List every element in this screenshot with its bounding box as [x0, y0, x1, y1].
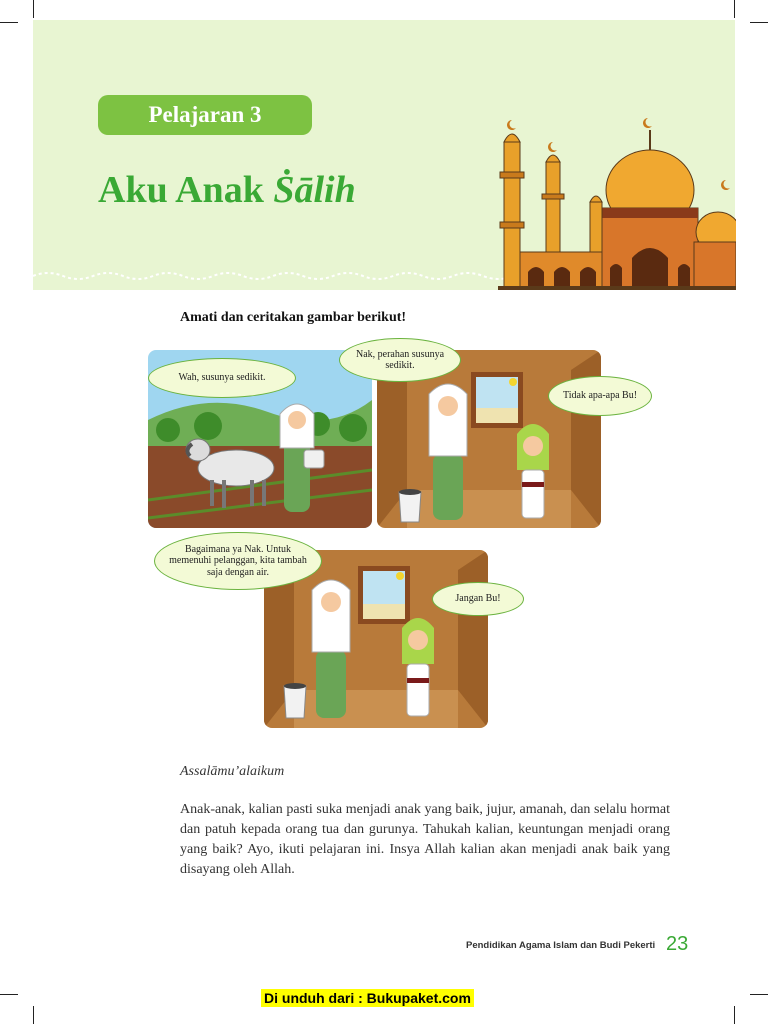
- page-title: [98, 168, 356, 212]
- greeting-text: Assalāmu’alaikum: [180, 764, 285, 779]
- crop-mark: [33, 0, 34, 18]
- title-plain: Aku Anak: [98, 169, 274, 211]
- intro-paragraph: Anak-anak, kalian pasti suka menjadi anak yang baik, jujur, amanah, dan selalu hormat dan patuh kepada orang tua dan gurunya. Tahukah kalian, keuntungan menjadi orang yang baik? Ayo, ikuti pelajaran ini. Insya Allah kalian akan menjadi anak baik yang disayang oleh Allah.: [180, 802, 670, 877]
- crop-mark: [0, 994, 18, 995]
- page-number: 23: [666, 933, 689, 955]
- speech-bubble-1: Wah, susunya sedikit.: [148, 358, 296, 398]
- crop-mark: [750, 22, 768, 23]
- crop-mark: [734, 0, 735, 18]
- footer-book-title: Pendidikan Agama Islam dan Budi Pekerti: [466, 940, 656, 951]
- speech-bubble-4: Bagaimana ya Nak. Untuk memenuhi pelanggan, kita tambah saja dengan air.: [154, 532, 322, 590]
- title-italic: Ṡālih: [273, 169, 356, 211]
- crop-mark: [734, 1006, 735, 1024]
- speech-bubble-2: Nak, perahan susunya sedikit.: [339, 338, 461, 382]
- crop-mark: [750, 994, 768, 995]
- instruction-text: Amati dan ceritakan gambar berikut!: [180, 310, 407, 325]
- lesson-label: Pelajaran 3: [98, 95, 312, 135]
- crop-mark: [33, 1006, 34, 1024]
- download-banner: Di unduh dari : Bukupaket.com: [261, 989, 474, 1007]
- mosque-illustration: [498, 112, 736, 290]
- speech-bubble-3: Tidak apa-apa Bu!: [548, 376, 652, 416]
- crop-mark: [0, 22, 18, 23]
- speech-bubble-5: Jangan Bu!: [432, 582, 524, 616]
